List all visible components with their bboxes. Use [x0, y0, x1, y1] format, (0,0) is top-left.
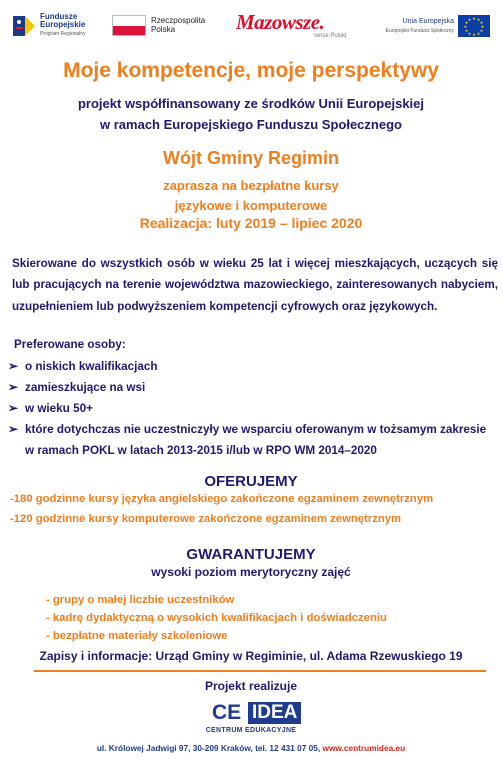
registration-info: Zapisy i informacje: Urząd Gminy w Regiminie, ul. Adama Rzewuskiego 19	[39, 649, 463, 663]
arrow-bullet-icon: ➢	[8, 422, 19, 436]
svg-text:★: ★	[472, 32, 476, 37]
gwarantujemy-subtitle: wysoki poziom merytoryczny zajęć	[151, 565, 351, 579]
divider	[34, 670, 486, 672]
list-item	[8, 419, 496, 461]
subtitle-line1: projekt współfinansowany ze środków Unii Europejskiej	[77, 96, 425, 111]
website-link[interactable]: www.centrumidea.eu	[322, 743, 406, 753]
offers-list	[10, 489, 433, 529]
subtitle-line2: w ramach Europejskiego Funduszu Społecznego	[100, 117, 402, 132]
rp-line2: Polska	[151, 25, 176, 34]
fe-line2: Europejskie	[40, 20, 86, 29]
preferred-item-text: które dotychczas nie uczestniczyły we wsparciu oferowanym w tożsamym zakresie w ramach POKL w latach 2013-2015 i/lub w RPO WM 2014–2020	[25, 423, 487, 457]
list-item: -180 godzinne kursy języka angielskiego zakończone egzaminem zewnętrznym	[10, 493, 434, 505]
preferred-item-text: o niskich kwalifikacjach	[25, 360, 158, 373]
preferred-item-text: zamieszkujące na wsi	[25, 381, 146, 394]
preferred-title: Preferowane osoby:	[14, 338, 126, 351]
rp-line1: Rzeczpospolita	[151, 16, 206, 25]
invitation-text	[0, 176, 502, 216]
invite-line2: językowe i komputerowe	[174, 198, 328, 213]
svg-text:★: ★	[467, 17, 472, 23]
ue-line1: Unia Europejska	[402, 18, 454, 25]
ce-logo-subtitle: CENTRUM EDUKACYJNE	[205, 727, 297, 734]
polish-flag-icon	[112, 15, 146, 36]
svg-text:★: ★	[464, 20, 469, 26]
ue-line2: Europejski Fundusz Społeczny	[385, 28, 454, 34]
ce-logo-right: IDEA	[248, 702, 301, 724]
address-text: ul. Królowej Jadwigi 97, 30-209 Kraków, tel. 12 431 07 05,	[96, 743, 321, 753]
mazowsze-tagline: serce Polski	[314, 33, 347, 39]
fundusze-europejskie-logo-icon	[12, 14, 36, 38]
svg-text:★: ★	[480, 24, 485, 29]
target-audience-paragraph: Skierowane do wszystkich osób w wieku 25 lat i więcej mieszkających, uczących się lub pracujących na terenie województwa mazowieckiego, zainteresowanych nabyciem, uzupełnieniem lub podwyższeniem kompetencji cyfrowych oraz językowych.	[12, 257, 498, 313]
svg-text:★: ★	[479, 27, 484, 33]
list-item: - kadrę dydaktyczną o wysokich kwalifikacjach i doświadczeniu	[46, 612, 387, 624]
poster-title: Moje kompetencje, moje perspektywy	[63, 59, 439, 82]
list-item	[8, 377, 496, 398]
ce-logo-left: CE	[212, 701, 242, 724]
svg-text:★: ★	[472, 16, 476, 21]
fundusze-europejskie-text	[40, 13, 86, 38]
list-item	[8, 356, 496, 377]
fe-line1: Fundusze	[40, 12, 78, 21]
oferujemy-heading: OFERUJEMY	[204, 473, 298, 490]
arrow-bullet-icon: ➢	[8, 359, 19, 373]
list-item: -120 godzinne kursy komputerowe zakończone egzaminem zewnętrznym	[10, 513, 402, 525]
project-realized-by: Projekt realizuje	[204, 679, 298, 693]
realization-dates: Realizacja: luty 2019 – lipiec 2020	[139, 215, 363, 231]
arrow-bullet-icon: ➢	[8, 401, 19, 415]
list-item	[8, 398, 496, 419]
preferred-list	[8, 356, 496, 461]
logo-bar	[0, 0, 502, 48]
eu-flag-icon	[458, 15, 490, 37]
arrow-bullet-icon: ➢	[8, 380, 19, 394]
list-item: - grupy o małej liczbie uczestników	[46, 594, 235, 606]
svg-text:★: ★	[463, 24, 468, 29]
fe-line3: Program Regionalny	[40, 31, 86, 37]
svg-text:★: ★	[479, 20, 484, 26]
unia-europejska-text	[378, 17, 454, 36]
mazowsze-logo: Mazowsze.	[236, 10, 325, 34]
rzeczpospolita-text	[151, 16, 205, 34]
svg-text:★: ★	[464, 27, 469, 33]
list-item: - bezpłatne materiały szkoleniowe	[46, 630, 228, 642]
guarantees-list	[46, 591, 387, 645]
preferred-item-text: w wieku 50+	[25, 402, 93, 415]
svg-text:★: ★	[476, 17, 481, 23]
svg-text:★: ★	[467, 30, 472, 36]
gwarantujemy-heading: GWARANTUJEMY	[186, 546, 316, 563]
svg-text:★: ★	[476, 30, 481, 36]
contact-address	[0, 743, 502, 753]
invite-line1: zaprasza na bezpłatne kursy	[163, 178, 339, 193]
cofinancing-subtitle	[0, 93, 502, 135]
wojt-heading: Wójt Gminy Regimin	[162, 148, 339, 168]
